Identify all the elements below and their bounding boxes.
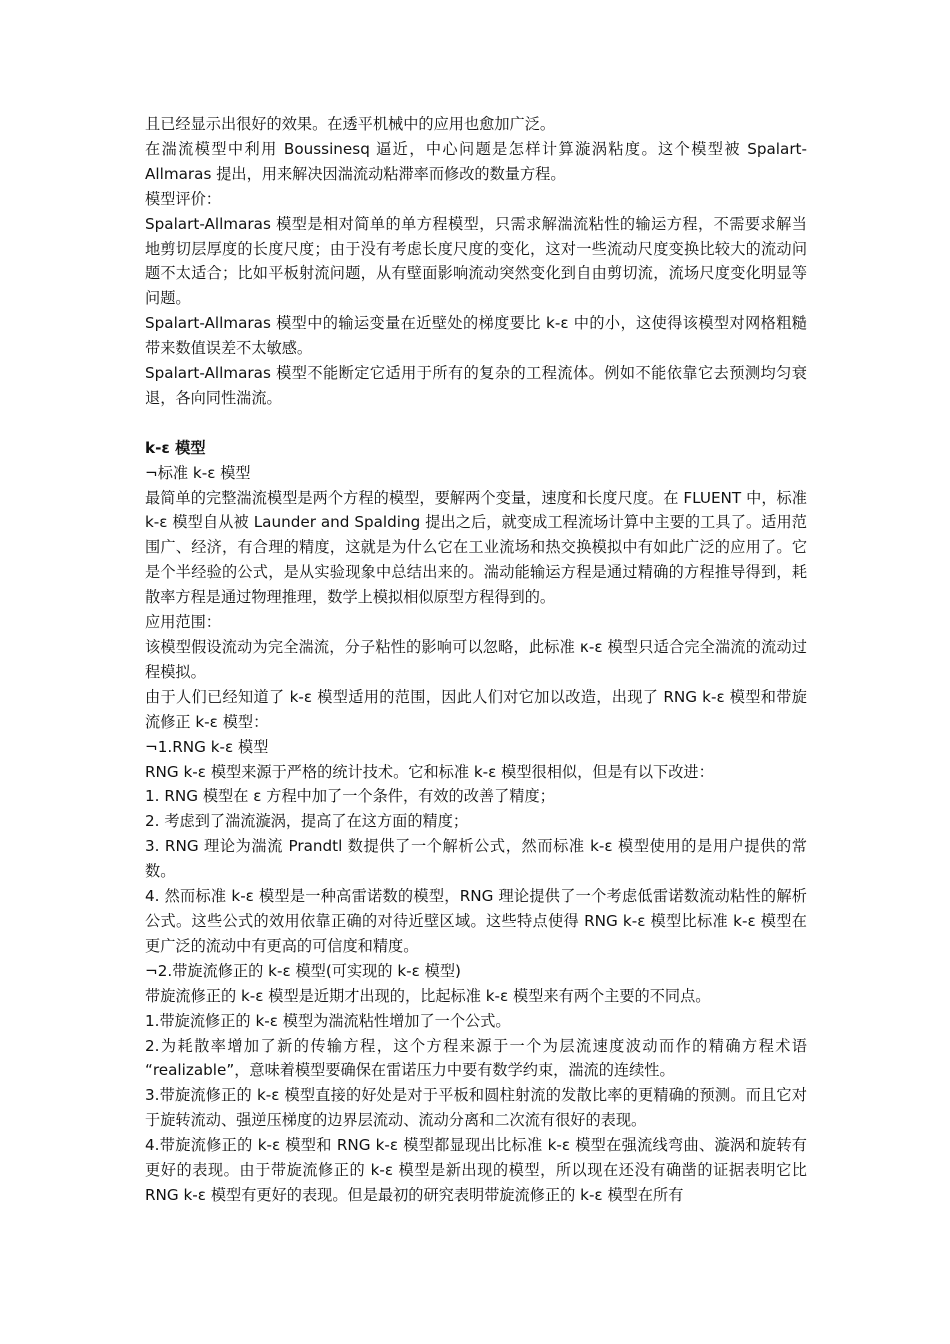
document-body [145, 112, 807, 1208]
list-item-rng-1: 1. RNG 模型在 ε 方程中加了一个条件，有效的改善了精度； [145, 787, 555, 806]
list-item-realizable-4: 4.带旋流修正的 k-ε 模型和 RNG k-ε 模型都显现出比标准 k-ε 模型在强流线弯曲、漩涡和旋转有更好的表现。由于带旋流修正的 k-ε 模型是新出现的模型，所以现在还没有确凿的证据表明它比 RNG k-ε 模型有更好的表现。但是最初的研究表明带旋流修正的 k-ε 模型在所有 [145, 1136, 807, 1204]
paragraph-boussinesq: 在湍流模型中利用 Boussinesq 逼近，中心问题是怎样计算漩涡粘度。这个模型被 Spalart-Allmaras 提出，用来解决因湍流动粘滞率而修改的数量方程。 [145, 139, 807, 183]
paragraph-application-range: 该模型假设流动为完全湍流，分子粘性的影响可以忽略，此标准 κ-ε 模型只适合完全湍流的流动过程模拟。 [145, 638, 807, 681]
section-heading-k-epsilon: k-ε 模型 [145, 438, 206, 457]
subheading-rng-k-epsilon: ¬1.RNG k-ε 模型 [145, 737, 269, 756]
list-item-rng-2: 2. 考虑到了湍流漩涡，提高了在这方面的精度； [145, 812, 469, 831]
paragraph-improvements-intro: 由于人们已经知道了 k-ε 模型适用的范围，因此人们对它加以改造，出现了 RNG k-ε 模型和带旋流修正 k-ε 模型： [145, 687, 807, 731]
list-item-realizable-2: 2.为耗散率增加了新的传输方程，这个方程来源于一个为层流速度波动而作的精确方程术语 “realizable”，意味着模型要确保在雷诺压力中要有数学约束，湍流的连续性。 [145, 1036, 807, 1080]
paragraph-rng-intro: RNG k-ε 模型来源于严格的统计技术。它和标准 k-ε 模型很相似，但是有以下改进： [145, 762, 714, 781]
paragraph-application-range-heading: 应用范围： [145, 613, 221, 632]
list-item-rng-4: 4. 然而标准 k-ε 模型是一种高雷诺数的模型，RNG 理论提供了一个考虑低雷诺数流动粘性的解析公式。这些公式的效用依靠正确的对待近壁区域。这些特点使得 RNG k-ε 模型比标准 k-ε 模型在更广泛的流动中有更高的可信度和精度。 [145, 887, 807, 955]
paragraph-model-evaluation-heading: 模型评价： [145, 189, 221, 208]
paragraph-intro-continuation: 且已经显示出很好的效果。在透平机械中的应用也愈加广泛。 [145, 115, 556, 133]
paragraph-realizable-intro: 带旋流修正的 k-ε 模型是近期才出现的，比起标准 k-ε 模型来有两个主要的不同点。 [145, 986, 711, 1005]
paragraph-sa-gradient: Spalart-Allmaras 模型中的输运变量在近壁处的梯度要比 k-ε 中的小，这使得该模型对网格粗糙带来数值误差不太敏感。 [145, 314, 807, 358]
subheading-realizable-k-epsilon: ¬2.带旋流修正的 k-ε 模型(可实现的 k-ε 模型) [145, 961, 461, 980]
list-item-realizable-1: 1.带旋流修正的 k-ε 模型为湍流粘性增加了一个公式。 [145, 1011, 511, 1030]
subheading-standard-k-epsilon: ¬标准 k-ε 模型 [145, 463, 251, 482]
paragraph-sa-limitation: Spalart-Allmaras 模型不能断定它适用于所有的复杂的工程流体。例如不能依靠它去预测均匀衰退，各向同性湍流。 [145, 364, 807, 407]
list-item-rng-3: 3. RNG 理论为湍流 Prandtl 数提供了一个解析公式，然而标准 k-ε 模型使用的是用户提供的常数。 [145, 837, 807, 881]
paragraph-sa-evaluation: Spalart-Allmaras 模型是相对简单的单方程模型，只需求解湍流粘性的输运方程，不需要求解当地剪切层厚度的长度尺度；由于没有考虑长度尺度的变化，这对一些流动尺度变换比较大的流动问题不太适合；比如平板射流问题，从有壁面影响流动突然变化到自由剪切流，流场尺度变化明显等问题。 [145, 214, 807, 308]
paragraph-standard-k-epsilon: 最简单的完整湍流模型是两个方程的模型，要解两个变量，速度和长度尺度。在 FLUENT 中，标准 k-ε 模型自从被 Launder and Spalding 提出之后，就变成工程流场计算中主要的工具了。适用范围广、经济，有合理的精度，这就是为什么它在工业流场和热交换模拟中有如此广泛的应用了。它是个半经验的公式，是从实验现象中总结出来的。湍动能输运方程是通过精确的方程推导得到，耗散率方程是通过物理推理，数学上模拟相似原型方程得到的。 [145, 488, 807, 607]
list-item-realizable-3: 3.带旋流修正的 k-ε 模型直接的好处是对于平板和圆柱射流的发散比率的更精确的预测。而且它对于旋转流动、强逆压梯度的边界层流动、流动分离和二次流有很好的表现。 [145, 1086, 807, 1130]
blank-line [145, 411, 807, 436]
